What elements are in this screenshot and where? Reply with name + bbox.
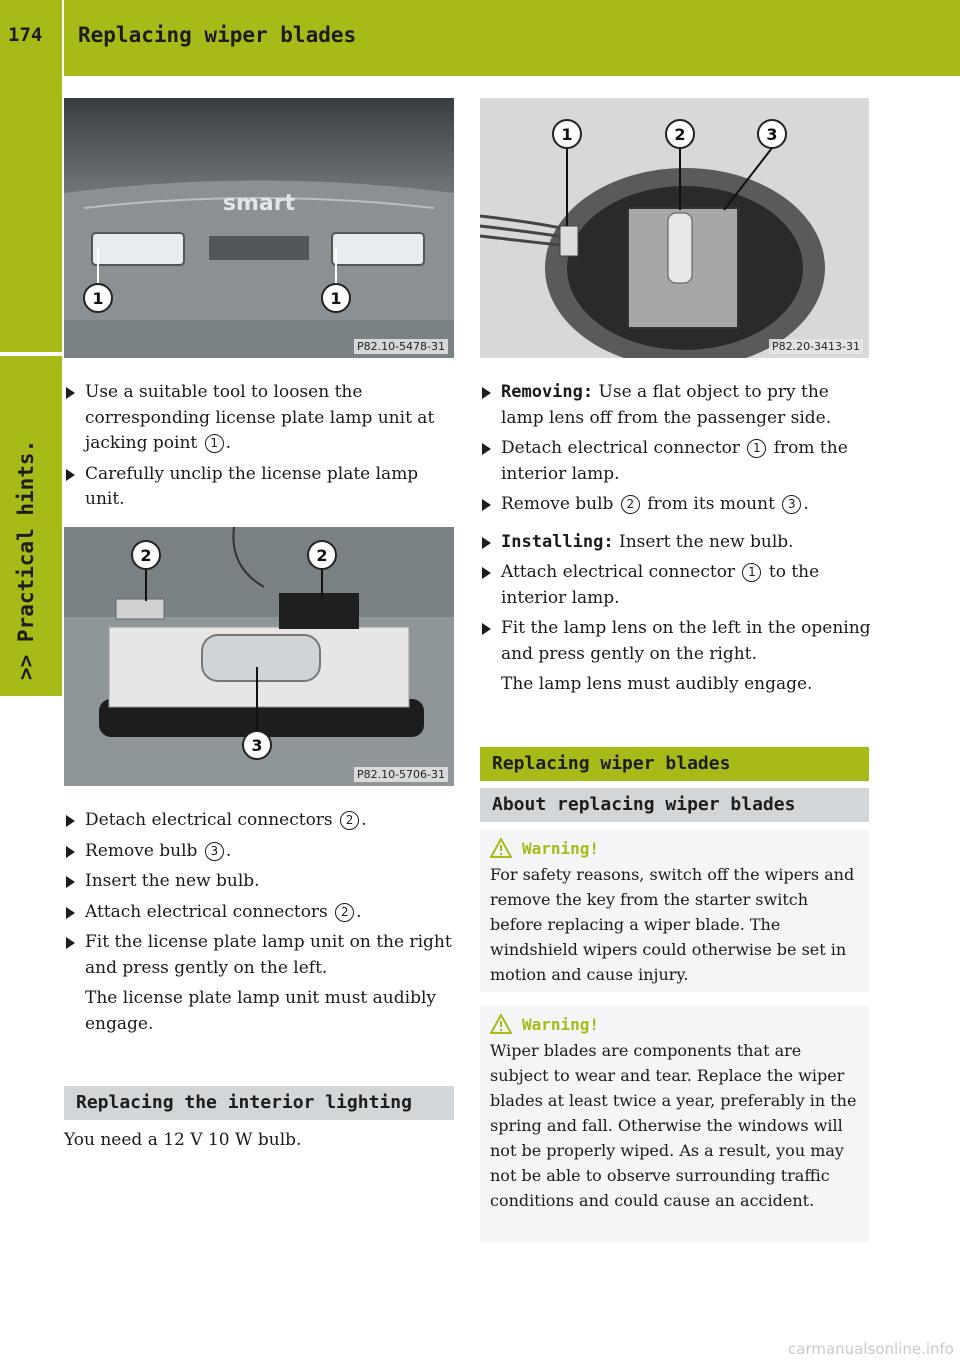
list-item: Use a suitable tool to loosen the corresponding license plate lamp unit at jacking point 1 . (64, 380, 456, 457)
arrow-icon (482, 499, 491, 511)
callout-2-label: 2 (674, 125, 686, 144)
callout-1-left-label: 1 (92, 289, 104, 308)
circled-number-icon: 2 (340, 811, 359, 830)
warning-box (480, 1006, 869, 1242)
arrow-icon (482, 387, 491, 399)
figure-code: P82.20-3413-31 (769, 339, 863, 354)
interior-lighting-text: You need a 12 V 10 W bulb. (64, 1130, 302, 1150)
list-item: Remove bulb 2 from its mount 3 . (480, 492, 872, 518)
list-item: Removing: Use a flat object to pry the lamp lens off from the passenger side. (480, 380, 872, 431)
license-plate-lamp-illustration (64, 98, 454, 358)
callout-3-label: 3 (251, 736, 263, 755)
warning-header (490, 838, 859, 858)
circled-number-icon: 1 (205, 434, 224, 453)
interior-lamp-illustration (480, 98, 869, 358)
brand-logo: smart (222, 191, 296, 216)
step-list-bulb (64, 808, 456, 1037)
list-item: Attach electrical connector 1 to the interior lamp. (480, 560, 872, 611)
warning-triangle-icon (490, 838, 512, 858)
callout-1-right-label: 1 (330, 289, 342, 308)
list-item: Attach electrical connectors 2 . (64, 900, 456, 926)
callout-1-label: 1 (561, 125, 573, 144)
section-heading-wiper-blades: Replacing wiper blades (480, 747, 869, 781)
warning-text: For safety reasons, switch off the wipers and remove the key from the starter switch before replacing a wiper blade. The windshield wipers could otherwise be set in motion and cause injury. (490, 865, 855, 984)
list-item: Detach electrical connector 1 from the interior lamp. (480, 436, 872, 487)
sidebar-label: >> Practical hints. (14, 439, 38, 680)
callout-2-right-label: 2 (316, 546, 328, 565)
circled-number-icon: 1 (747, 439, 766, 458)
arrow-icon (66, 876, 75, 888)
figure-code: P82.10-5706-31 (354, 767, 448, 782)
lamp-unit-illustration (64, 527, 454, 786)
arrow-icon (482, 537, 491, 549)
list-item: Detach electrical connectors 2 . (64, 808, 456, 834)
step-list-interior-lamp (480, 380, 872, 698)
warning-triangle-icon (490, 1014, 512, 1034)
figure-interior-lamp (480, 98, 869, 358)
subsection-heading-about-wiper-blades: About replacing wiper blades (480, 788, 869, 822)
callout-3-label: 3 (766, 125, 778, 144)
arrow-icon (482, 567, 491, 579)
list-item: Remove bulb 3 . (64, 839, 456, 865)
arrow-icon (66, 469, 75, 481)
page-number: 174 (8, 24, 43, 46)
list-item: Fit the license plate lamp unit on the right and press gently on the left. (64, 930, 456, 981)
list-item: Carefully unclip the license plate lamp unit. (64, 462, 456, 513)
arrow-icon (66, 846, 75, 858)
step-list-removal (64, 380, 456, 518)
circled-number-icon: 3 (782, 495, 801, 514)
warning-text: Wiper blades are components that are subject to wear and tear. Replace the wiper blades at least twice a year, preferably in the spring and fall. Otherwise the windows will not be properly wiped. As a result, you may not be able to observe surrounding traffic conditions and could cause an accident. (490, 1041, 857, 1210)
circled-number-icon: 1 (742, 563, 761, 582)
warning-title: Warning! (522, 1014, 600, 1034)
watermark: carmanualsonline.info (788, 1340, 954, 1358)
list-item: Fit the lamp lens on the left in the opening and press gently on the right. (480, 616, 872, 667)
arrow-icon (482, 443, 491, 455)
arrow-icon (66, 907, 75, 919)
step-note: The lamp lens must audibly engage. (501, 674, 813, 694)
circled-number-icon: 2 (335, 903, 354, 922)
section-heading-interior-lighting: Replacing the interior lighting (64, 1086, 454, 1120)
arrow-icon (66, 937, 75, 949)
list-item: Installing: Insert the new bulb. (480, 530, 872, 556)
arrow-icon (482, 623, 491, 635)
callout-2-left-label: 2 (140, 546, 152, 565)
page-title: Replacing wiper blades (78, 23, 357, 47)
step-note: The license plate lamp unit must audibly engage. (85, 988, 436, 1034)
arrow-icon (66, 815, 75, 827)
list-item: Insert the new bulb. (64, 869, 456, 895)
warning-header (490, 1014, 859, 1034)
arrow-icon (66, 387, 75, 399)
circled-number-icon: 2 (621, 495, 640, 514)
warning-box (480, 830, 869, 992)
figure-code: P82.10-5478-31 (354, 339, 448, 354)
warning-title: Warning! (522, 838, 600, 858)
header-divider (62, 0, 64, 76)
circled-number-icon: 3 (205, 842, 224, 861)
figure-lamp-unit (64, 527, 454, 786)
sidebar-tab-upper (0, 76, 62, 354)
figure-license-plate-lamps (64, 98, 454, 358)
